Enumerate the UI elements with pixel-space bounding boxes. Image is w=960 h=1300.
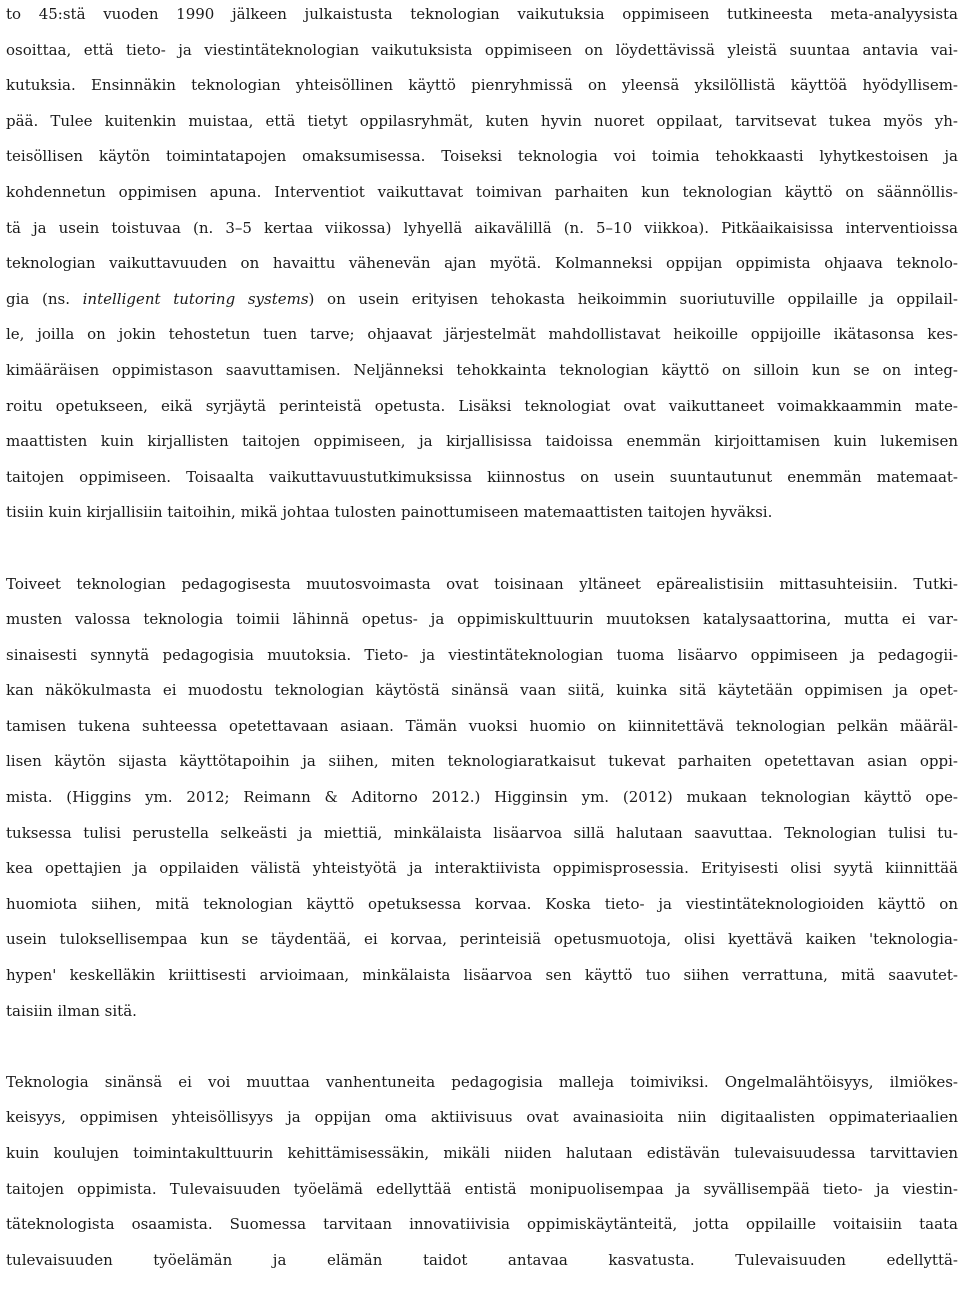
text-line: usein tuloksellisempaa kun se täydentää, ei korvaa, perinteisiä opetusmuotoja, olisi kyettävä kaiken 'teknologia- <box>6 930 958 949</box>
text-line: kutuksia. Ensinnäkin teknologian yhteisöllinen käyttö pienryhmissä on yleensä yksilöllistä käyttöä hyödyllisem- <box>6 76 958 95</box>
text-line: sinaisesti synnytä pedagogisia muutoksia. Tieto- ja viestintäteknologian tuoma lisäarvo oppimiseen ja pedagogii- <box>6 645 958 664</box>
text-line: huomiota siihen, mitä teknologian käyttö opetuksessa korvaa. Koska tieto- ja viestintäteknologioiden käyttö on <box>6 894 958 913</box>
text-line: to 45:stä vuoden 1990 jälkeen julkaistusta teknologian vaikutuksia oppimiseen tutkineesta meta-analyysista <box>6 5 958 23</box>
text-line: kimääräisen oppimistason saavuttamisen. Neljänneksi tehokkainta teknologian käyttö on silloin kun se on integ- <box>6 360 958 379</box>
text-line: tulevaisuuden työelämän ja elämän taidot antavaa kasvatusta. Tulevaisuuden edellyttä- <box>6 1250 958 1269</box>
text-line: täteknologista osaamista. Suomessa tarvitaan innovatiivisia oppimiskäytänteitä, jotta oppilaille voitaisiin taata <box>6 1215 958 1234</box>
text-line: tuksessa tulisi perustella selkeästi ja miettiä, minkälaista lisäarvoa sillä halutaan saavuttaa. Teknologian tulisi tu- <box>6 823 958 842</box>
text-line: kohdennetun oppimisen apuna. Interventiot vaikuttavat toimivan parhaiten kun teknologian käyttö on säännöllis- <box>6 182 958 201</box>
text-line: maattisten kuin kirjallisten taitojen oppimiseen, ja kirjallisissa taidoissa enemmän kirjoittamisen kuin lukemisen <box>6 432 958 451</box>
paragraph-1 <box>6 0 958 531</box>
text-line: le, joilla on jokin tehostetun tuen tarve; ohjaavat järjestelmät mahdollistavat heikoille oppijoille ikätasonsa kes- <box>6 325 958 344</box>
text-line: tamisen tukena suhteessa opetettavaan asiaan. Tämän vuoksi huomio on kiinnitettävä teknologian pelkän määräl- <box>6 716 958 735</box>
text-line: Teknologia sinänsä ei voi muuttaa vanhentuneita pedagogisia malleja toimiviksi. Ongelmalähtöisyys, ilmiökes- <box>6 1072 958 1091</box>
paragraph-2 <box>6 567 958 1030</box>
text-fragment: ) on usein erityisen tehokasta heikoimmin suoriutuville oppilaille ja oppilail- <box>308 289 958 308</box>
paragraph-3 <box>6 1065 958 1279</box>
text-line: lisen käytön sijasta käyttötapoihin ja siihen, miten teknologiaratkaisut tukevat parhaiten opetettavan asian oppi- <box>6 752 958 771</box>
text-line: Toiveet teknologian pedagogisesta muutosvoimasta ovat toisinaan yltäneet epärealistisiin mittasuhteisiin. Tutki- <box>6 574 958 593</box>
paragraph-spacer <box>6 1029 958 1065</box>
text-line: taitojen oppimista. Tulevaisuuden työelämä edellyttää entistä monipuolisempaa ja syvällisempää tieto- ja viestin- <box>6 1179 958 1198</box>
text-line: hypen' keskelläkin kriittisesti arvioimaan, minkälaista lisäarvoa sen käyttö tuo siihen verrattuna, mitä saavutet- <box>6 966 958 985</box>
text-line-with-term <box>6 282 958 318</box>
text-line: tä ja usein toistuvaa (n. 3–5 kertaa viikossa) lyhyellä aikavälillä (n. 5–10 viikkoa). Pitkäaikaisissa interventioissa <box>6 218 958 237</box>
text-line: tisiin kuin kirjallisiin taitoihin, mikä johtaa tulosten painottumiseen matemaattisten taitojen hyväksi. <box>6 503 773 522</box>
text-fragment: gia (ns. <box>6 289 83 308</box>
italic-term: intelligent tutoring systems <box>82 289 309 308</box>
text-line: taitojen oppimiseen. Toisaalta vaikuttavuustutkimuksissa kiinnostus on usein suuntautunut enemmän matemaat- <box>6 467 958 486</box>
document-page <box>6 0 958 1278</box>
text-line: kan näkökulmasta ei muodostu teknologian käytöstä sinänsä vaan siitä, kuinka sitä käytetään oppimisen ja opet- <box>6 681 958 700</box>
text-line: mista. (Higgins ym. 2012; Reimann & Aditorno 2012.) Higginsin ym. (2012) mukaan teknologian käyttö ope- <box>6 788 958 807</box>
text-line: kea opettajien ja oppilaiden välistä yhteistyötä ja interaktiivista oppimisprosessia. Erityisesti olisi syytä kiinnittää <box>6 859 958 878</box>
text-line: keisyys, oppimisen yhteisöllisyys ja oppijan oma aktiivisuus ovat avainasioita niin digitaalisten oppimateriaalien <box>6 1108 958 1127</box>
text-line: osoittaa, että tieto- ja viestintäteknologian vaikutuksista oppimiseen on löydettävissä yleistä suuntaa antavia vai- <box>6 40 958 59</box>
text-line: taisiin ilman sitä. <box>6 1001 137 1020</box>
paragraph-spacer <box>6 531 958 567</box>
text-line: teisöllisen käytön toimintatapojen omaksumisessa. Toiseksi teknologia voi toimia tehokkaasti lyhytkestoisen ja <box>6 147 958 166</box>
text-line: teknologian vaikuttavuuden on havaittu vähenevän ajan myötä. Kolmanneksi oppijan oppimista ohjaava teknolo- <box>6 254 958 273</box>
text-line: musten valossa teknologia toimii lähinnä opetus- ja oppimiskulttuurin muutoksen katalysaattorina, mutta ei var- <box>6 610 958 629</box>
text-line: roitu opetukseen, eikä syrjäytä perinteistä opetusta. Lisäksi teknologiat ovat vaikuttaneet voimakkaammin mate- <box>6 396 958 415</box>
text-line: kuin koulujen toimintakulttuurin kehittämisessäkin, mikäli niiden halutaan edistävän tulevaisuudessa tarvittavien <box>6 1144 958 1162</box>
text-line: pää. Tulee kuitenkin muistaa, että tietyt oppilasryhmät, kuten hyvin nuoret oppilaat, tarvitsevat tukea myös yh- <box>6 111 958 130</box>
